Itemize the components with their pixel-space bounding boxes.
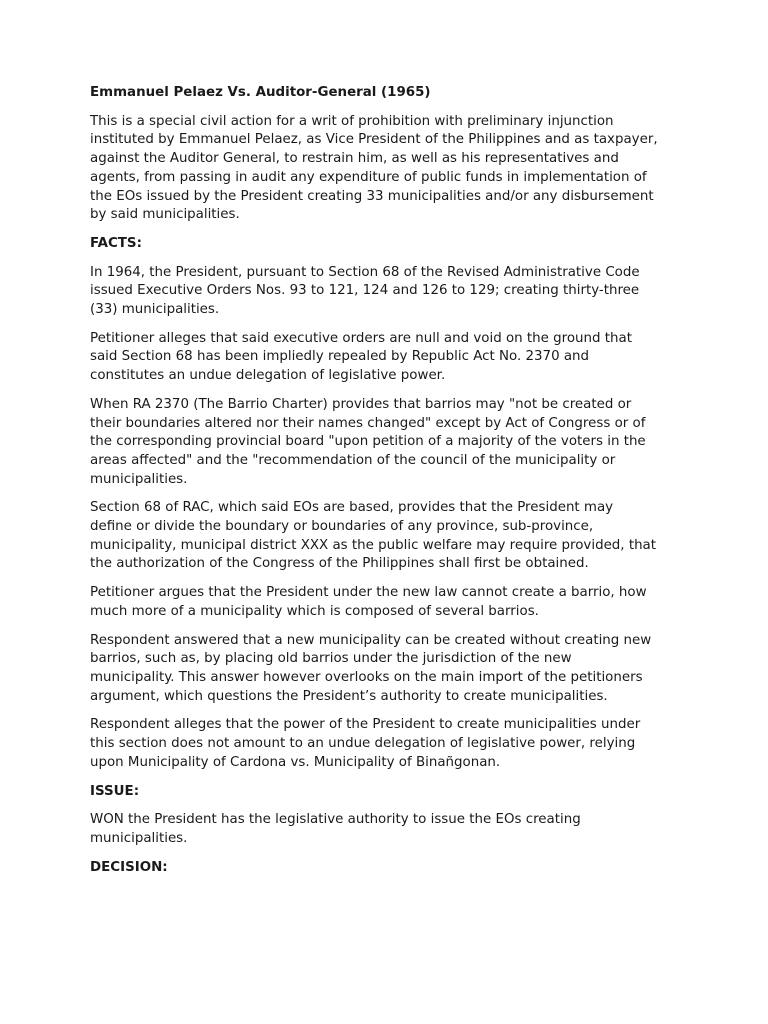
facts-paragraph-7: [90, 716, 690, 772]
facts-line: argument, which questions the President’s authority to create municipalities.: [90, 688, 608, 704]
facts-line: Respondent alleges that the power of the President to create municipalities under: [90, 717, 641, 733]
document-page: [90, 84, 690, 887]
facts-paragraph-2: [90, 330, 690, 386]
intro-line: agents, from passing in audit any expenditure of public funds in implementation of: [90, 169, 647, 185]
decision-heading: DECISION:: [90, 859, 168, 875]
facts-paragraph-3: [90, 396, 690, 490]
facts-line: When RA 2370 (The Barrio Charter) provides that barrios may "not be created or: [90, 396, 632, 412]
facts-line: their boundaries altered nor their names changed" except by Act of Congress or of: [90, 415, 646, 431]
facts-line: (33) municipalities.: [90, 302, 220, 318]
facts-line: upon Municipality of Cardona vs. Municipality of Binañgonan.: [90, 754, 501, 770]
facts-line: the authorization of the Congress of the Philippines shall first be obtained.: [90, 556, 589, 572]
facts-line: Petitioner alleges that said executive orders are null and void on the ground that: [90, 330, 632, 346]
facts-line: Petitioner argues that the President under the new law cannot create a barrio, how: [90, 585, 647, 601]
intro-line: the EOs issued by the President creating 33 municipalities and/or any disbursement: [90, 188, 654, 204]
facts-paragraph-6: [90, 632, 690, 707]
issue-line: municipalities.: [90, 830, 188, 846]
facts-line: the corresponding provincial board "upon petition of a majority of the voters in the: [90, 434, 646, 450]
facts-paragraph-1: [90, 264, 690, 320]
document-title: Emmanuel Pelaez Vs. Auditor-General (1965): [90, 85, 431, 100]
facts-paragraph-5: [90, 584, 690, 621]
facts-line: In 1964, the President, pursuant to Section 68 of the Revised Administrative Code: [90, 264, 640, 280]
facts-line: municipality. This answer however overlooks on the main import of the petitioners: [90, 669, 643, 685]
intro-paragraph: [90, 113, 690, 225]
intro-line: instituted by Emmanuel Pelaez, as Vice President of the Philippines and as taxpayer,: [90, 132, 658, 148]
facts-line: this section does not amount to an undue delegation of legislative power, relying: [90, 736, 636, 752]
facts-line: define or divide the boundary or boundaries of any province, sub-province,: [90, 519, 594, 535]
facts-line: barrios, such as, by placing old barrios under the jurisdiction of the new: [90, 651, 572, 667]
facts-line: said Section 68 has been impliedly repealed by Republic Act No. 2370 and: [90, 349, 590, 365]
facts-line: much more of a municipality which is composed of several barrios.: [90, 603, 539, 619]
facts-line: Section 68 of RAC, which said EOs are based, provides that the President may: [90, 500, 614, 516]
facts-paragraph-4: [90, 499, 690, 574]
facts-line: constitutes an undue delegation of legislative power.: [90, 368, 446, 384]
intro-line: This is a special civil action for a writ of prohibition with preliminary injunction: [90, 113, 614, 129]
facts-line: municipalities.: [90, 471, 188, 487]
intro-line: against the Auditor General, to restrain him, as well as his representatives and: [90, 151, 619, 167]
intro-line: by said municipalities.: [90, 207, 240, 223]
issue-heading: ISSUE:: [90, 783, 140, 799]
facts-line: issued Executive Orders Nos. 93 to 121, 124 and 126 to 129; creating thirty-three: [90, 283, 640, 299]
issue-line: WON the President has the legislative authority to issue the EOs creating: [90, 812, 581, 828]
facts-heading: FACTS:: [90, 235, 142, 251]
facts-line: Respondent answered that a new municipality can be created without creating new: [90, 632, 652, 648]
facts-line: municipality, municipal district XXX as the public welfare may require provided, that: [90, 537, 657, 553]
issue-paragraph: [90, 811, 690, 848]
facts-line: areas affected" and the "recommendation of the council of the municipality or: [90, 452, 616, 468]
